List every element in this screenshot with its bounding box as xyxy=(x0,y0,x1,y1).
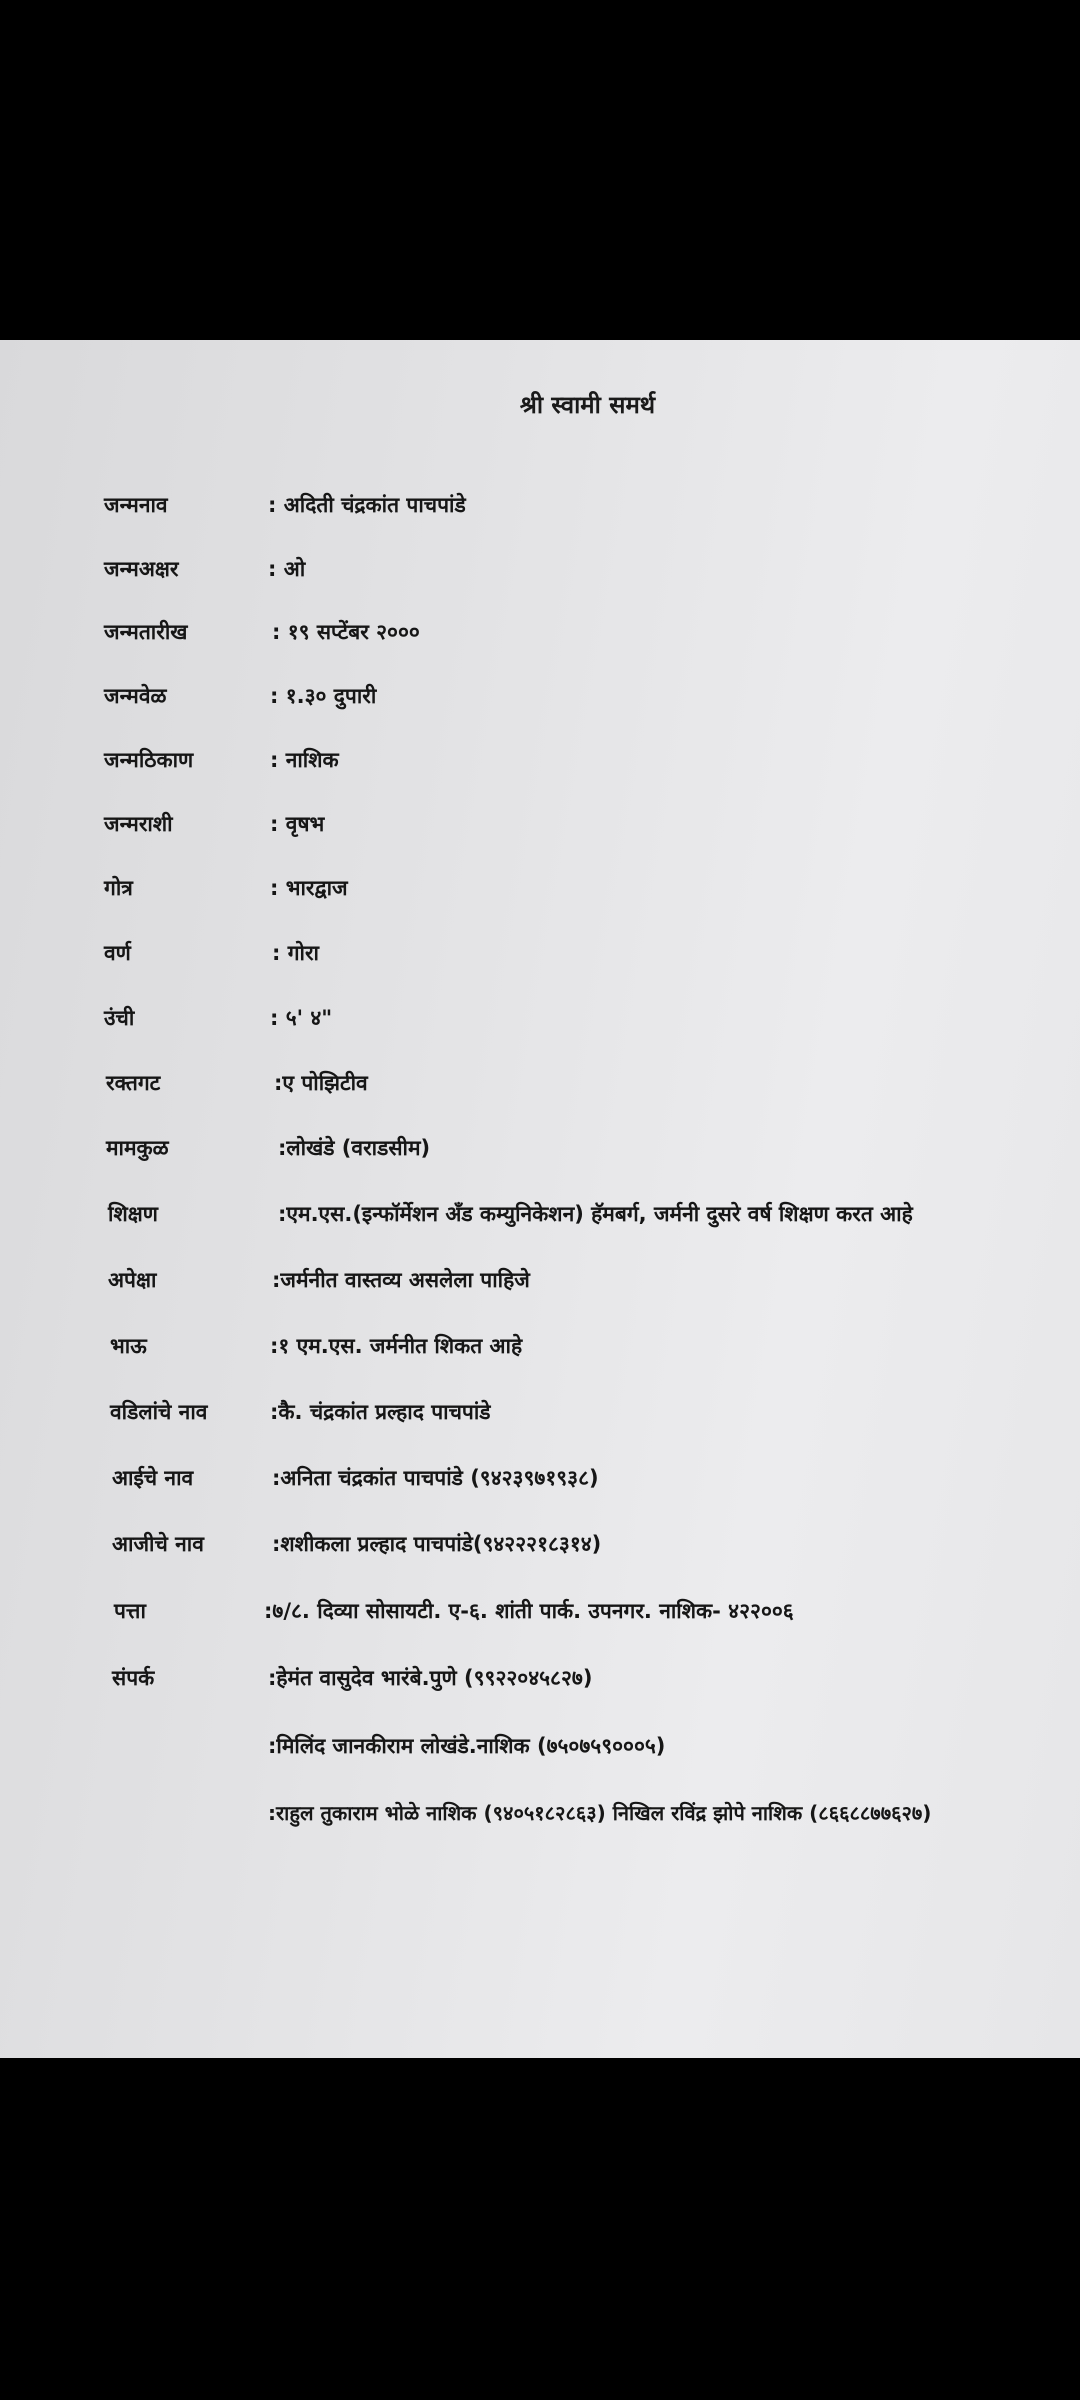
row-value: :शशीकला प्रल्हाद पाचपांडे(९४२२२१८३१४) xyxy=(272,1532,602,1556)
row-label: शिक्षण xyxy=(108,1202,158,1226)
row-value: : ५' ४" xyxy=(270,1006,333,1030)
row-label: संपर्क xyxy=(112,1666,155,1690)
document-photo xyxy=(0,340,1080,2058)
row-label: भाऊ xyxy=(110,1334,147,1358)
row-label: जन्मअक्षर xyxy=(104,557,179,581)
row-label: वर्ण xyxy=(104,941,131,965)
row-value: :एम.एस.(इन्फॉर्मेशन अँड कम्युनिकेशन) हॅमबर्ग, जर्मनी दुसरे वर्ष शिक्षण करत आहे xyxy=(278,1202,913,1226)
row-label: अपेक्षा xyxy=(108,1268,157,1292)
row-label: पत्ता xyxy=(114,1599,146,1623)
row-value: :कै. चंद्रकांत प्रल्हाद पाचपांडे xyxy=(270,1400,491,1424)
row-label: मामकुळ xyxy=(106,1136,169,1160)
row-label: आजीचे नाव xyxy=(112,1532,204,1556)
row-label: जन्मठिकाण xyxy=(104,748,194,772)
row-value: :हेमंत वासुदेव भारंबे.पुणे (९९२२०४५८२७) xyxy=(268,1666,593,1690)
row-label: जन्मतारीख xyxy=(104,620,188,644)
row-value: : ओ xyxy=(268,557,306,581)
row-label: जन्मराशी xyxy=(104,812,173,836)
row-label: जन्मनाव xyxy=(104,493,168,517)
row-value: :राहुल तुकाराम भोळे नाशिक (९४०५१८२८६३) निखिल रविंद्र झोपे नाशिक (८६६८८७७६२७) xyxy=(268,1801,932,1825)
row-value: :लोखंडे (वराडसीम) xyxy=(278,1136,431,1160)
row-value: :ए पोझिटीव xyxy=(274,1071,368,1095)
row-label: रक्तगट xyxy=(106,1071,161,1095)
row-value: : नाशिक xyxy=(270,748,339,772)
row-value: : अदिती चंद्रकांत पाचपांडे xyxy=(268,493,466,517)
row-label: उंची xyxy=(104,1006,135,1030)
row-value: :जर्मनीत वास्तव्य असलेला पाहिजे xyxy=(272,1268,530,1292)
row-value: : भारद्वाज xyxy=(270,876,348,900)
row-value: :मिलिंद जानकीराम लोखंडे.नाशिक (७५०७५९०००५) xyxy=(268,1734,666,1758)
row-value: : १९ सप्टेंबर २००० xyxy=(272,620,420,644)
row-label: वडिलांचे नाव xyxy=(110,1400,208,1424)
row-value: :७/८. दिव्या सोसायटी. ए-६. शांती पार्क. उपनगर. नाशिक- ४२२००६ xyxy=(264,1599,794,1623)
row-value: :१ एम.एस. जर्मनीत शिकत आहे xyxy=(270,1334,523,1358)
row-value: : वृषभ xyxy=(270,812,325,836)
row-value: : गोरा xyxy=(272,941,319,965)
document-title: श्री स्वामी समर्थ xyxy=(519,391,656,419)
row-label: आईचे नाव xyxy=(112,1466,194,1490)
row-label: जन्मवेळ xyxy=(104,684,167,708)
row-value: :अनिता चंद्रकांत पाचपांडे (९४२३९७१९३८) xyxy=(272,1466,599,1490)
row-value: : १.३० दुपारी xyxy=(270,684,377,708)
row-label: गोत्र xyxy=(104,876,133,900)
